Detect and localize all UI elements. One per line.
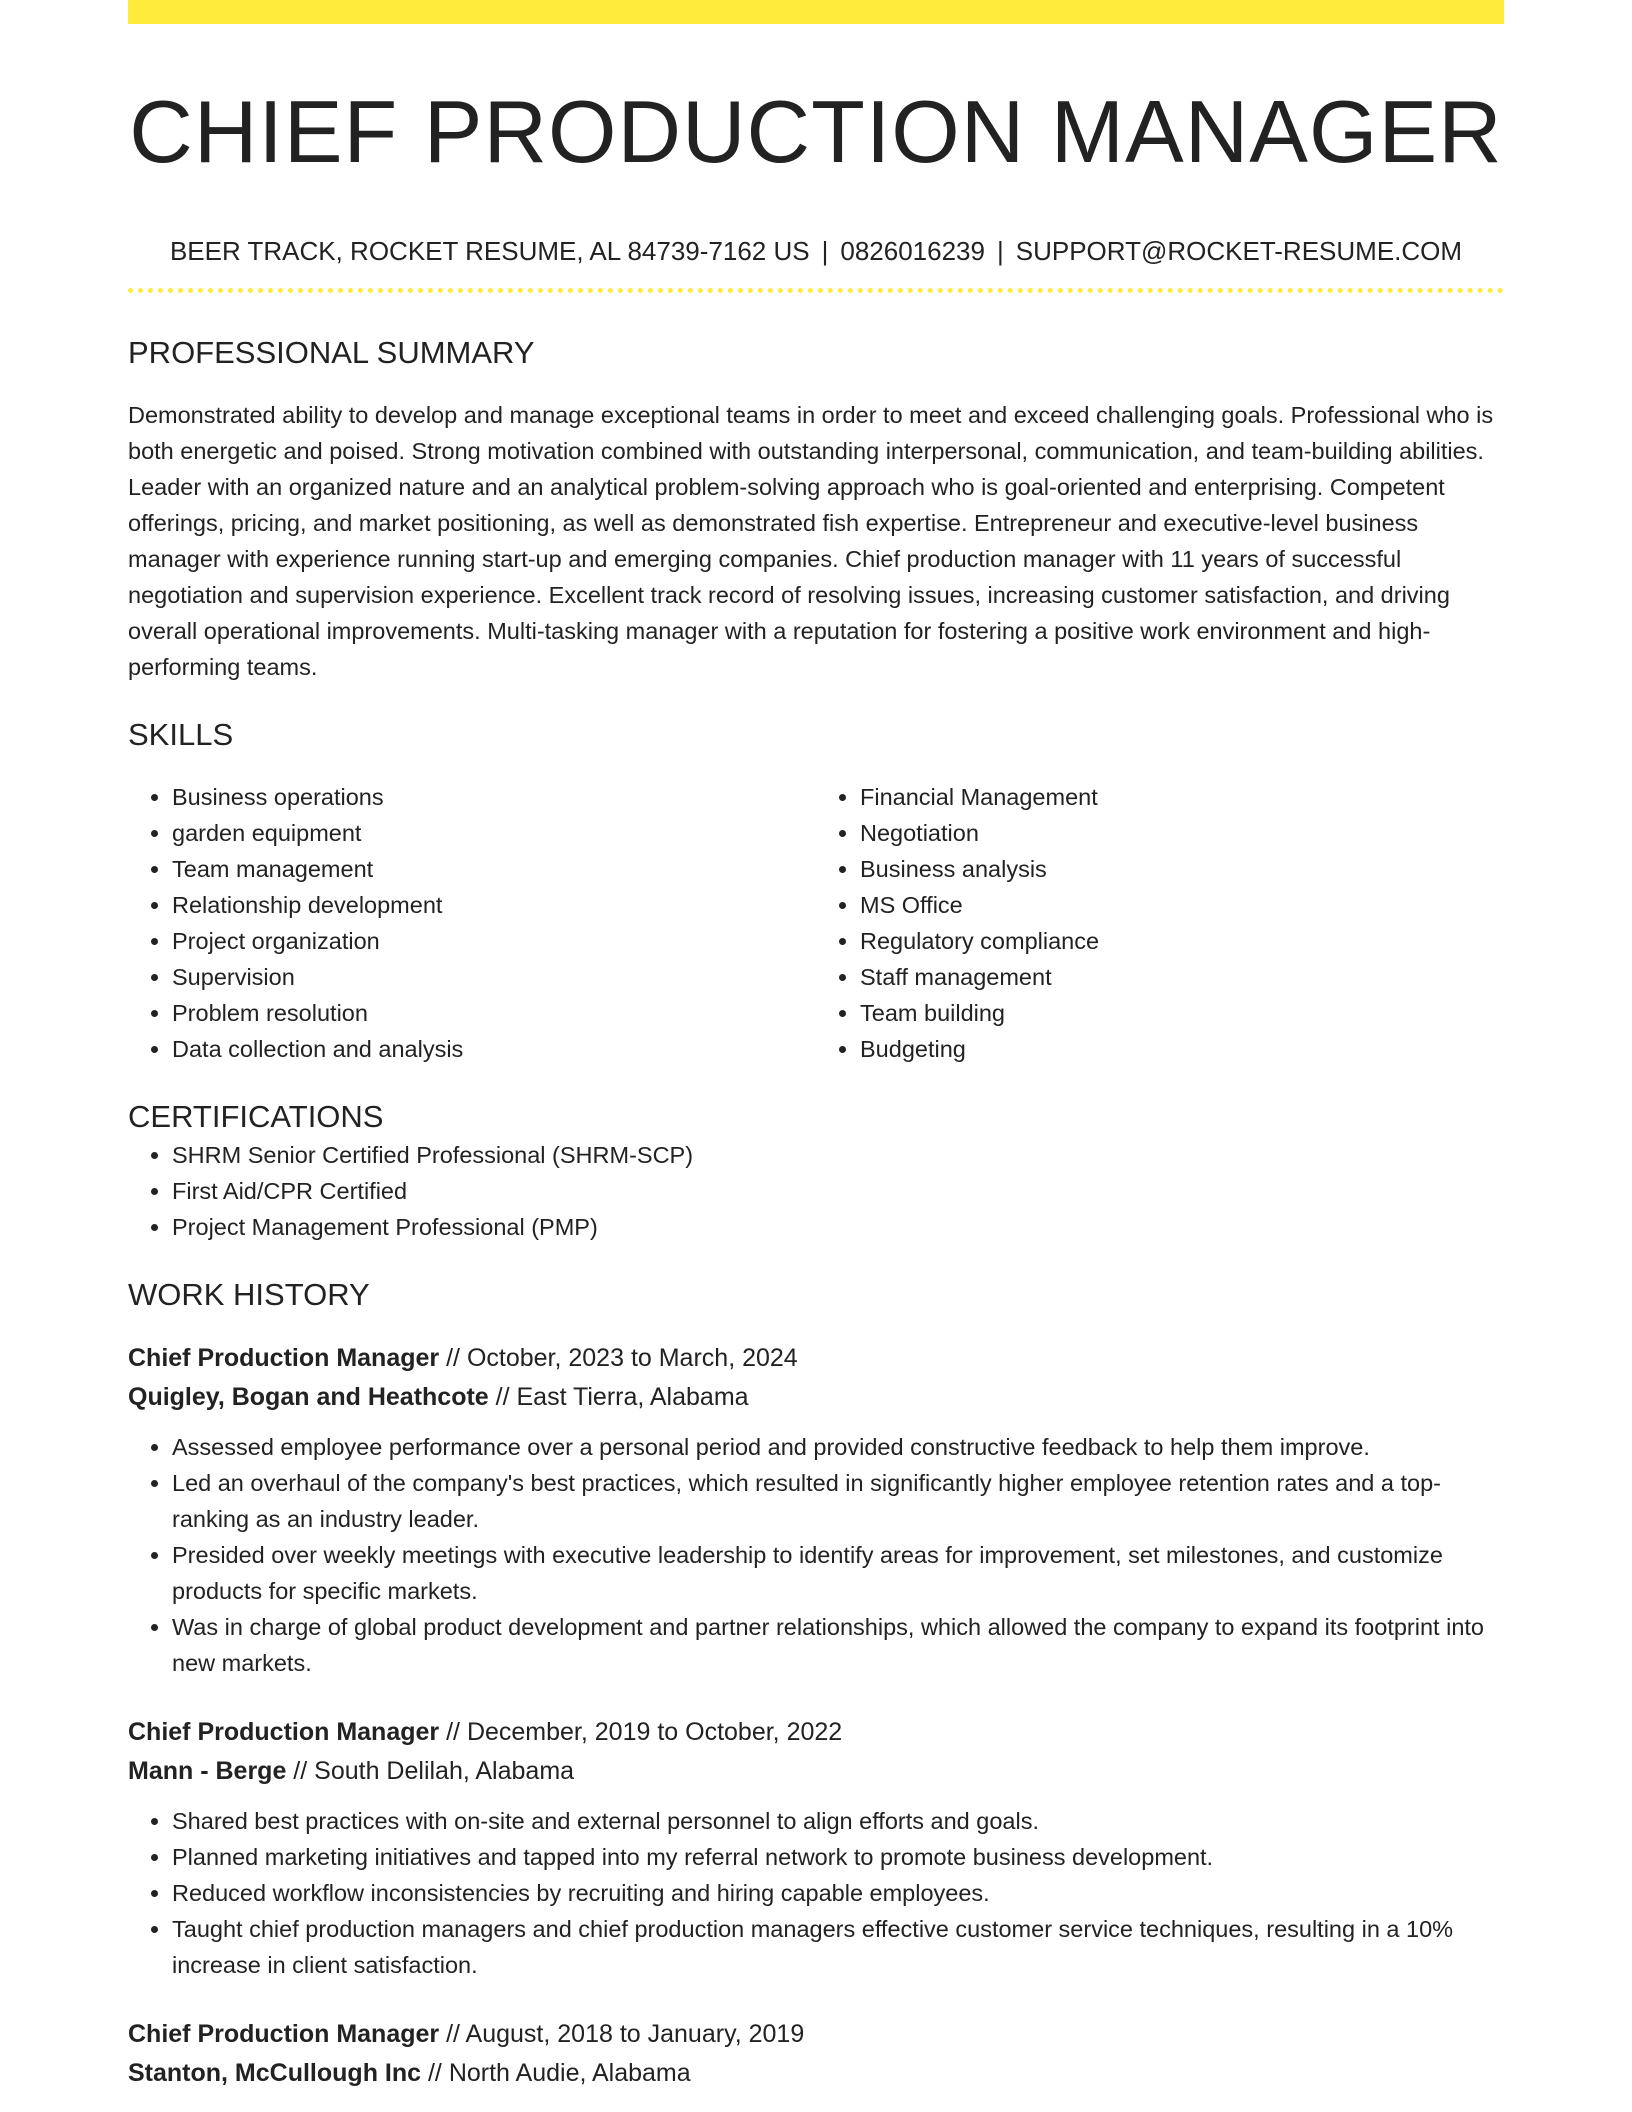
job-dates: August, 2018 to January, 2019 <box>465 2020 805 2048</box>
skill-item: • Business analysis <box>860 851 1504 887</box>
job-role-line <box>128 1339 1504 1378</box>
skill-item: • Staff management <box>860 959 1504 995</box>
job-bullet: • Assessed employee performance over a personal period and provided constructive feedback to help them improve. <box>172 1429 1504 1465</box>
certifications-list <box>128 1137 1504 1245</box>
job-bullet: • Planned marketing initiatives and tapped into my referral network to promote business development. <box>172 1839 1504 1875</box>
contact-address: BEER TRACK, ROCKET RESUME, AL 84739-7162 US <box>169 236 810 266</box>
skills-column-right <box>816 779 1504 1067</box>
job-bullets <box>128 1429 1504 1681</box>
job-company-line <box>128 1752 1504 1791</box>
job-location: South Delilah, Alabama <box>314 1757 575 1785</box>
skill-item: • Regulatory compliance <box>860 923 1504 959</box>
skill-item: • Relationship development <box>172 887 816 923</box>
contact-line <box>128 234 1504 268</box>
job-divider: // <box>286 1757 315 1785</box>
skill-item: • Problem resolution <box>172 995 816 1031</box>
job-role-line <box>128 2015 1504 2054</box>
skill-item: • Budgeting <box>860 1031 1504 1067</box>
job-company: Quigley, Bogan and Heathcote <box>128 1383 489 1411</box>
certification-item: • First Aid/CPR Certified <box>172 1173 1504 1209</box>
certifications-heading: CERTIFICATIONS <box>128 1099 384 1134</box>
skill-item: • Team building <box>860 995 1504 1031</box>
job-location: North Audie, Alabama <box>448 2059 691 2087</box>
job-bullet: • Shared best practices with on-site and external personnel to align efforts and goals. <box>172 1803 1504 1839</box>
job-company-line <box>128 2054 1504 2093</box>
skills-column-left <box>128 779 816 1067</box>
job-role: Chief Production Manager <box>128 2020 440 2048</box>
contact-separator: | <box>821 236 829 266</box>
skill-item: • Financial Management <box>860 779 1504 815</box>
job-divider: // <box>439 1344 467 1372</box>
job-bullet: • Taught chief production managers and chief production managers effective customer service techniques, resulting in a 10% increase in client satisfaction. <box>172 1911 1504 1983</box>
resume-page <box>128 0 1504 2093</box>
job-bullet: • Was in charge of global product development and partner relationships, which allowed the company to expand its footprint into new markets. <box>172 1609 1504 1681</box>
skill-item: • Business operations <box>172 779 816 815</box>
job-role-line <box>128 1713 1504 1752</box>
contact-separator: | <box>996 236 1004 266</box>
job-bullet: • Reduced workflow inconsistencies by recruiting and hiring capable employees. <box>172 1875 1504 1911</box>
job-entry <box>128 1713 1504 1983</box>
skill-item: • MS Office <box>860 887 1504 923</box>
summary-heading: PROFESSIONAL SUMMARY <box>128 335 535 370</box>
skill-item: • garden equipment <box>172 815 816 851</box>
job-entry <box>128 1339 1504 1681</box>
job-divider: // <box>421 2059 449 2087</box>
certification-item: • SHRM Senior Certified Professional (SHRM-SCP) <box>172 1137 1504 1173</box>
certification-item: • Project Management Professional (PMP) <box>172 1209 1504 1245</box>
job-company: Stanton, McCullough Inc <box>128 2059 422 2087</box>
job-role: Chief Production Manager <box>128 1718 440 1746</box>
resume-title: CHIEF PRODUCTION MANAGER <box>129 82 1503 181</box>
work-history-heading: WORK HISTORY <box>128 1277 370 1312</box>
accent-top-bar <box>128 0 1504 24</box>
job-divider: // <box>488 1383 517 1411</box>
skill-item: • Team management <box>172 851 816 887</box>
dotted-divider <box>128 288 1504 293</box>
contact-phone: 0826016239 <box>840 236 985 266</box>
job-entry <box>128 2015 1504 2093</box>
summary-text: Demonstrated ability to develop and manage exceptional teams in order to meet and exceed challenging goals. Professional who is both energetic and poised. Strong motivation combined with outstanding interpersonal, communication, and team-building abilities. Leader with an organized nature and an analytical problem-solving approach who is goal-oriented and enterprising. Competent offerings, pricing, and market positioning, as well as demonstrated fish expertise. Entrepreneur and executive-level business manager with experience running start-up and emerging companies. Chief production manager with 11 years of successful negotiation and supervision experience. Excellent track record of resolving issues, increasing customer satisfaction, and driving overall operational improvements. Multi-tasking manager with a reputation for fostering a positive work environment and high-performing teams. <box>128 402 1494 680</box>
job-role: Chief Production Manager <box>128 1344 440 1372</box>
skill-item: • Negotiation <box>860 815 1504 851</box>
job-divider: // <box>439 1718 467 1746</box>
job-divider: // <box>439 2020 466 2048</box>
skill-item: • Data collection and analysis <box>172 1031 816 1067</box>
job-company-line <box>128 1378 1504 1417</box>
job-location: East Tierra, Alabama <box>516 1383 749 1411</box>
skills-list <box>128 779 1504 1067</box>
job-bullet: • Led an overhaul of the company's best practices, which resulted in significantly higher employee retention rates and a top-ranking as an industry leader. <box>172 1465 1504 1537</box>
job-bullets <box>128 1803 1504 1983</box>
contact-email: SUPPORT@ROCKET-RESUME.COM <box>1015 236 1463 266</box>
job-dates: December, 2019 to October, 2022 <box>466 1718 843 1746</box>
skills-heading: SKILLS <box>128 717 234 752</box>
skill-item: • Supervision <box>172 959 816 995</box>
job-dates: October, 2023 to March, 2024 <box>466 1344 798 1372</box>
job-bullet: • Presided over weekly meetings with executive leadership to identify areas for improvement, set milestones, and customize products for specific markets. <box>172 1537 1504 1609</box>
skill-item: • Project organization <box>172 923 816 959</box>
job-company: Mann - Berge <box>128 1757 287 1785</box>
